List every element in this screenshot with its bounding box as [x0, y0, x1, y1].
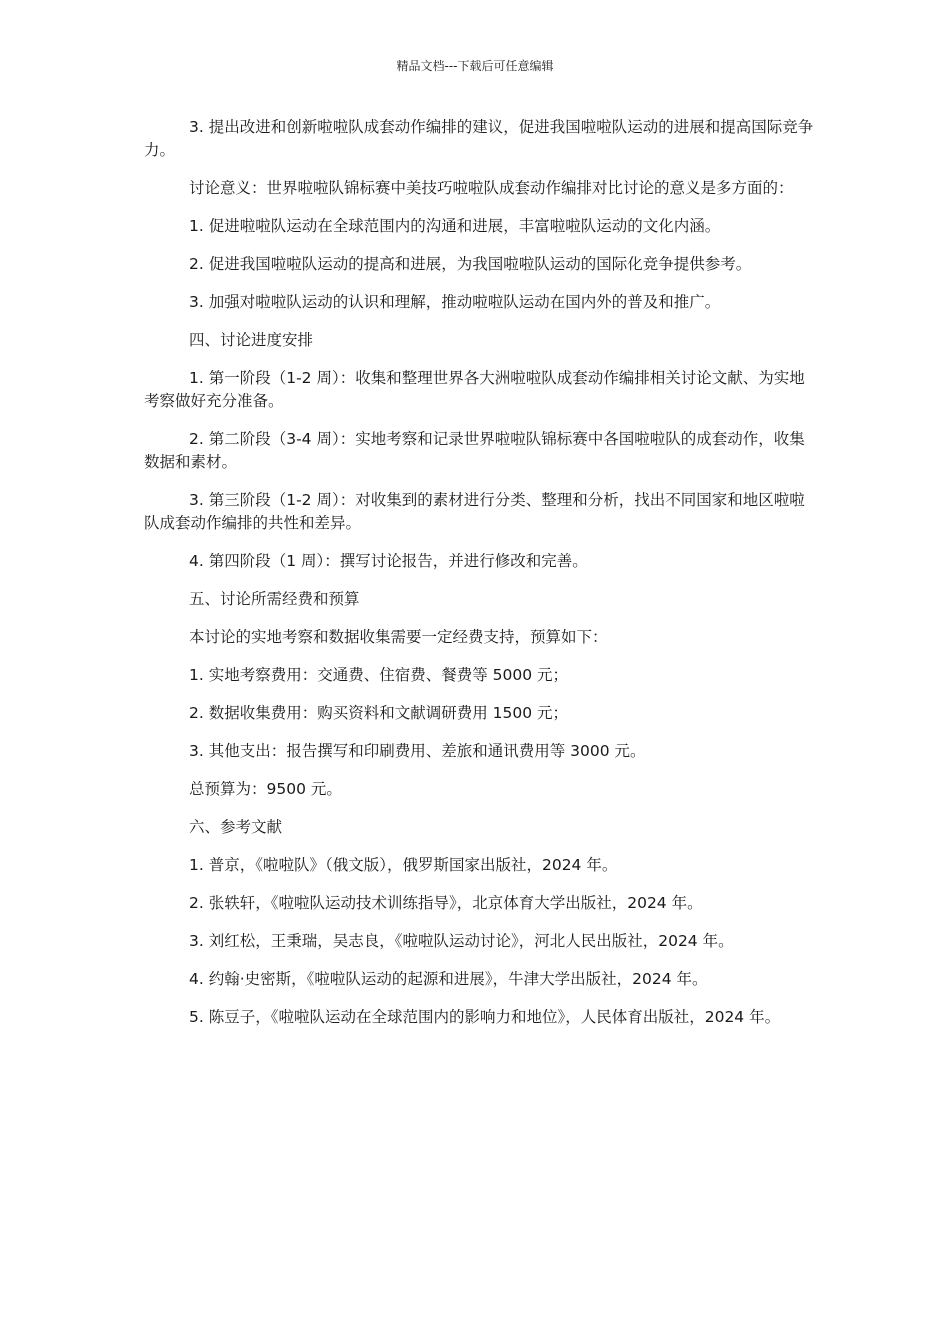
paragraph-schedule-2: 2. 第二阶段（3-4 周）：实地考察和记录世界啦啦队锦标赛中各国啦啦队的成套动作，收集数据和素材。 — [144, 430, 805, 471]
document-body — [144, 116, 816, 1029]
paragraph-budget-1: 1. 实地考察费用：交通费、住宿费、餐费等 5000 元； — [189, 666, 569, 684]
reference-item-5: 5. 陈豆子，《啦啦队运动在全球范围内的影响力和地位》，人民体育出版社，2024 年。 — [189, 1008, 781, 1026]
section-heading-schedule: 四、讨论进度安排 — [189, 331, 314, 349]
reference-item-3: 3. 刘红松，王秉瑞，吴志良，《啦啦队运动讨论》，河北人民出版社，2024 年。 — [189, 932, 734, 950]
paragraph-budget-total: 总预算为：9500 元。 — [189, 780, 342, 798]
paragraph-significance-2: 2. 促进我国啦啦队运动的提高和进展，为我国啦啦队运动的国际化竞争提供参考。 — [189, 255, 752, 273]
reference-item-1: 1. 普京，《啦啦队》（俄文版），俄罗斯国家出版社，2024 年。 — [189, 856, 618, 874]
paragraph-proposal-suggestion: 3. 提出改进和创新啦啦队成套动作编排的建议，促进我国啦啦队运动的进展和提高国际竞争力。 — [144, 118, 814, 159]
paragraph-budget-intro: 本讨论的实地考察和数据收集需要一定经费支持，预算如下： — [189, 628, 608, 646]
paragraph-significance-3: 3. 加强对啦啦队运动的认识和理解，推动啦啦队运动在国内外的普及和推广。 — [189, 293, 721, 311]
paragraph-schedule-1: 1. 第一阶段（1-2 周）：收集和整理世界各大洲啦啦队成套动作编排相关讨论文献、为实地考察做好充分准备。 — [144, 369, 805, 410]
page-header: 精品文档---下载后可任意编辑 — [396, 59, 554, 73]
paragraph-budget-3: 3. 其他支出：报告撰写和印刷费用、差旅和通讯费用等 3000 元。 — [189, 742, 646, 760]
paragraph-significance-intro: 讨论意义：世界啦啦队锦标赛中美技巧啦啦队成套动作编排对比讨论的意义是多方面的： — [189, 179, 794, 197]
paragraph-schedule-3: 3. 第三阶段（1-2 周）：对收集到的素材进行分类、整理和分析，找出不同国家和地区啦啦队成套动作编排的共性和差异。 — [144, 491, 805, 532]
section-heading-references: 六、参考文献 — [189, 818, 283, 836]
section-heading-budget: 五、讨论所需经费和预算 — [189, 590, 360, 608]
paragraph-budget-2: 2. 数据收集费用：购买资料和文献调研费用 1500 元； — [189, 704, 569, 722]
paragraph-significance-1: 1. 促进啦啦队运动在全球范围内的沟通和进展，丰富啦啦队运动的文化内涵。 — [189, 217, 721, 235]
reference-item-2: 2. 张轶轩，《啦啦队运动技术训练指导》，北京体育大学出版社，2024 年。 — [189, 894, 703, 912]
reference-item-4: 4. 约翰·史密斯，《啦啦队运动的起源和进展》，牛津大学出版社，2024 年。 — [189, 970, 708, 988]
paragraph-schedule-4: 4. 第四阶段（1 周）：撰写讨论报告，并进行修改和完善。 — [189, 552, 588, 570]
